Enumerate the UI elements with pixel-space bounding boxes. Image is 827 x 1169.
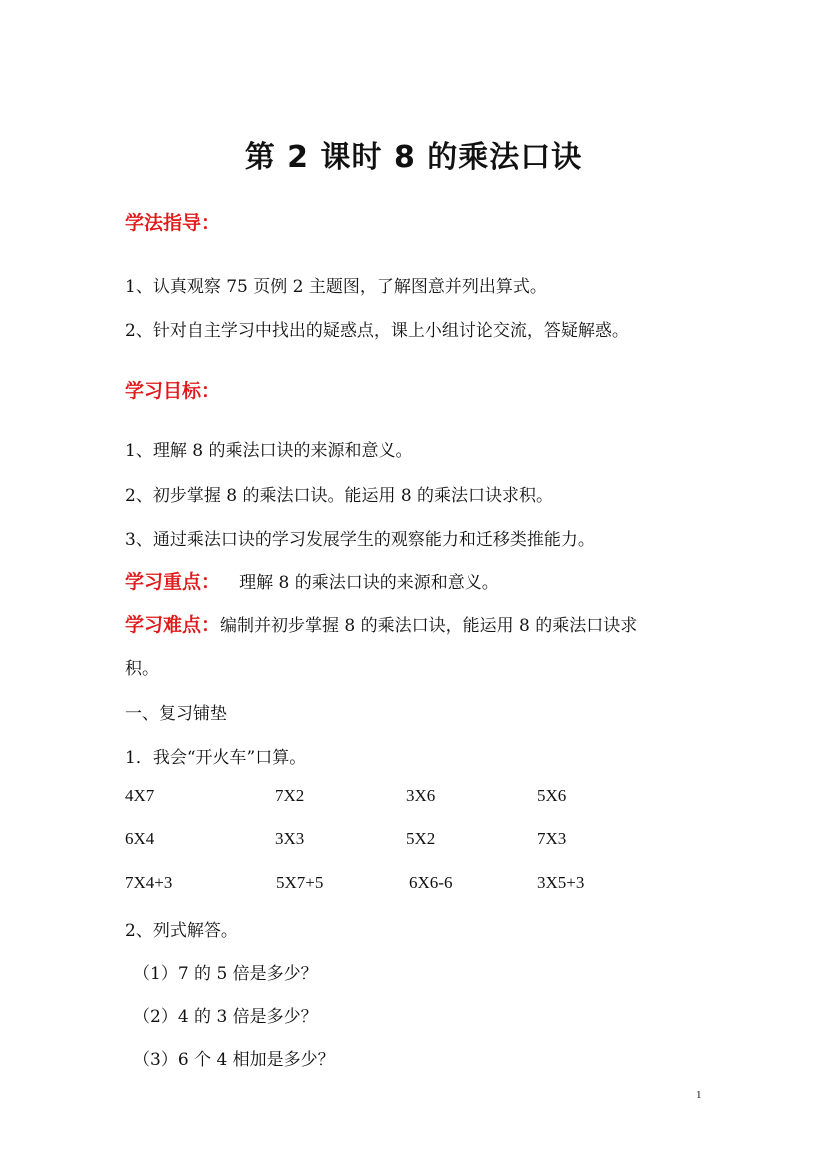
- page-title: 第 2 课时 8 的乘法口诀: [244, 140, 583, 175]
- exercise-r2-c2: 3X3: [275, 829, 305, 848]
- exercise-r1-c4: 5X6: [537, 786, 567, 805]
- sub-question-1: （1）7 的 5 倍是多少？: [133, 964, 318, 984]
- study-method-item-2: 2、针对自主学习中找出的疑惑点，课上小组讨论交流，答疑解惑。: [125, 321, 629, 341]
- difficulty-continuation: 积。: [125, 659, 159, 679]
- difficulty-text: 编制并初步掌握 8 的乘法口诀，能运用 8 的乘法口诀求: [220, 616, 638, 636]
- exercise-r3-c4: 3X5+3: [537, 873, 585, 892]
- exercise-r3-c3: 6X6-6: [409, 873, 453, 892]
- exercise-r3-c2: 5X7+5: [276, 873, 324, 892]
- sub-question-2: （2）4 的 3 倍是多少？: [133, 1007, 318, 1027]
- objective-item-2: 2、初步掌握 8 的乘法口诀。能运用 8 的乘法口诀求积。: [125, 486, 554, 506]
- key-point-label: 学习重点：: [125, 571, 221, 593]
- review-question-2: 2、列式解答。: [125, 921, 238, 941]
- page-number: 1: [696, 1089, 702, 1101]
- key-point-line: [125, 567, 499, 594]
- exercise-r2-c4: 7X3: [537, 829, 567, 848]
- difficulty-line: [125, 610, 637, 637]
- objective-item-1: 1、理解 8 的乘法口诀的来源和意义。: [125, 441, 413, 461]
- exercise-r1-c3: 3X6: [406, 786, 436, 805]
- objective-item-3: 3、通过乘法口诀的学习发展学生的观察能力和迁移类推能力。: [125, 530, 595, 550]
- sub-question-3: （3）6 个 4 相加是多少？: [133, 1050, 335, 1070]
- key-point-text: 理解 8 的乘法口诀的来源和意义。: [239, 573, 499, 593]
- difficulty-label: 学习难点：: [125, 614, 221, 636]
- exercise-r2-c3: 5X2: [406, 829, 436, 848]
- review-question-1: 1．我会“开火车”口算。: [125, 748, 307, 768]
- review-heading: 一、复习铺垫: [125, 704, 227, 724]
- exercise-r1-c2: 7X2: [275, 786, 305, 805]
- study-method-heading: 学法指导：: [125, 212, 221, 234]
- exercise-r3-c1: 7X4+3: [125, 873, 173, 892]
- objectives-heading: 学习目标：: [125, 380, 221, 402]
- study-method-item-1: 1、认真观察 75 页例 2 主题图，了解图意并列出算式。: [125, 277, 547, 297]
- exercise-r1-c1: 4X7: [125, 786, 155, 805]
- exercise-r2-c1: 6X4: [125, 829, 155, 848]
